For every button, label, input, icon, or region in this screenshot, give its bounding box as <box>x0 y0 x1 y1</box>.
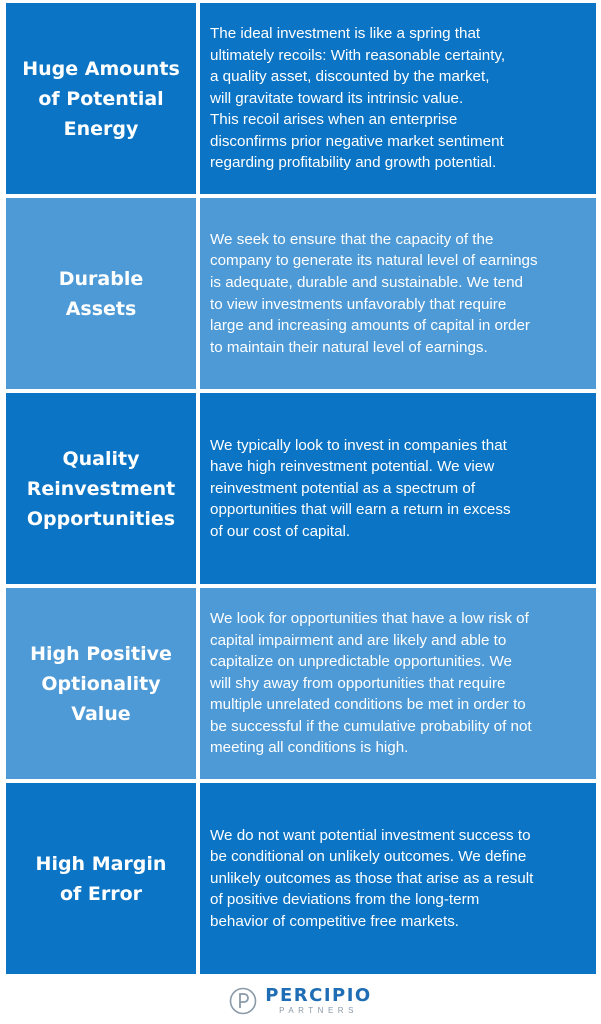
principle-row-reinvestment <box>6 393 596 584</box>
principle-title-cell <box>6 3 196 194</box>
principle-description-cell <box>200 783 596 974</box>
principle-description-cell <box>200 588 596 779</box>
principle-title-cell <box>6 393 196 584</box>
principle-title: High Margin of Error <box>35 852 167 905</box>
logo-wordmark <box>265 986 371 1016</box>
principle-title: Huge Amounts of Potential Energy <box>22 57 180 140</box>
principle-title-cell <box>6 783 196 974</box>
principle-title-cell <box>6 588 196 779</box>
principle-row-potential-energy <box>6 3 596 194</box>
percipio-logo-mark-icon <box>229 987 257 1015</box>
principle-title: Quality Reinvestment Opportunities <box>26 447 176 530</box>
principle-description-cell <box>200 3 596 194</box>
principle-title: High Positive Optionality Value <box>30 642 172 725</box>
principle-title: Durable Assets <box>58 267 144 320</box>
principle-description: We typically look to invest in companies that have high reinvestment potential. We view reinvestment potential as a spectrum of opportunities that will earn a return in excess of our cost of capital. <box>210 436 511 540</box>
principle-row-durable-assets <box>6 198 596 389</box>
percipio-logo <box>0 981 601 1021</box>
principle-description: The ideal investment is like a spring that ultimately recoils: With reasonable certainty, a quality asset, discounted by the market, will gravitate toward its intrinsic value. This recoil arises when an enterprise disconfirms prior negative market sentiment regarding profitability and growth potential. <box>210 24 506 172</box>
principle-title-cell <box>6 198 196 389</box>
logo-subtitle: PARTNERS <box>279 1006 358 1015</box>
principle-row-optionality <box>6 588 596 779</box>
principle-description: We look for opportunities that have a low risk of capital impairment and are likely and able to capitalize on unpredictable opportunities. We will shy away from opportunities that require multiple unrelated conditions be met in order to be successful if the cumulative probability of not meeting all conditions is high. <box>210 609 532 757</box>
principle-description-cell <box>200 393 596 584</box>
logo-name: PERCIPIO <box>265 985 372 1006</box>
principle-row-margin-of-error <box>6 783 596 974</box>
logo-lockup <box>229 986 371 1016</box>
principle-description-cell <box>200 198 596 389</box>
principle-description: We do not want potential investment success to be conditional on unlikely outcomes. We define unlikely outcomes as those that arise as a result of positive deviations from the long-term behavior of competitive free markets. <box>210 826 534 930</box>
principle-description: We seek to ensure that the capacity of the company to generate its natural level of earnings is adequate, durable and sustainable. We tend to view investments unfavorably that require large and increasing amounts of capital in order to maintain their natural level of earnings. <box>210 230 538 356</box>
